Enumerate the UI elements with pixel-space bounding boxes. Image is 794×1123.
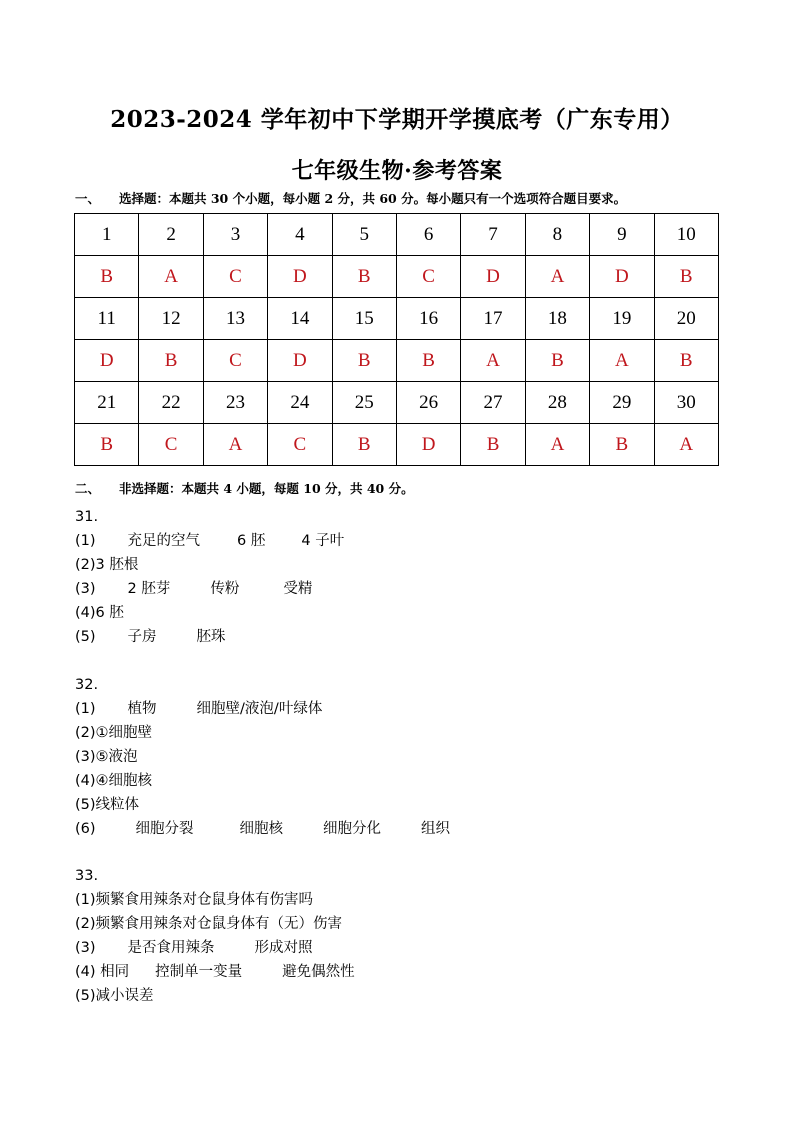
answer-cell: B: [139, 340, 203, 382]
answer-part: 形成对照: [254, 940, 313, 956]
answer-table: [74, 213, 719, 466]
section-2-heading: [75, 479, 414, 497]
answer-cell: B: [525, 340, 589, 382]
question-number-cell: 10: [654, 214, 718, 256]
document-subtitle: 七年级生物·参考答案: [291, 158, 503, 184]
answer-label: (2)①细胞壁: [75, 725, 153, 741]
question-number-cell: 12: [139, 298, 203, 340]
answer-label: (5)线粒体: [75, 797, 140, 813]
answer-cell: A: [590, 340, 654, 382]
answer-cell: A: [203, 424, 267, 466]
question-number-cell: 24: [268, 382, 332, 424]
answer-row: [75, 256, 719, 298]
answer-cell: C: [203, 256, 267, 298]
answer-part: 子房: [127, 629, 157, 645]
question-number-cell: 28: [525, 382, 589, 424]
question-number-cell: 7: [461, 214, 525, 256]
answer-part: 受精: [283, 581, 313, 597]
answer-row: [75, 424, 719, 466]
answer-part: 细胞分裂: [135, 821, 194, 837]
answer-part: 6 胚: [237, 533, 266, 549]
answer-line: [75, 601, 344, 625]
question-number-cell: 14: [268, 298, 332, 340]
answer-label: (3)⑤液泡: [75, 749, 138, 765]
answer-cell: C: [139, 424, 203, 466]
answer-cell: B: [332, 424, 396, 466]
answer-line: [75, 577, 344, 601]
answer-cell: D: [268, 256, 332, 298]
answer-cell: A: [654, 424, 718, 466]
answer-label: (3): [75, 940, 96, 956]
question-number-cell: 3: [203, 214, 267, 256]
answer-cell: A: [139, 256, 203, 298]
question-number-cell: 29: [590, 382, 654, 424]
answer-part: 植物: [127, 701, 157, 717]
answer-line: [75, 769, 450, 793]
answer-label: (1): [75, 533, 96, 549]
question-number-cell: 23: [203, 382, 267, 424]
question-number-cell: 21: [75, 382, 139, 424]
question-number-cell: 8: [525, 214, 589, 256]
answer-cell: B: [332, 256, 396, 298]
question-number-cell: 17: [461, 298, 525, 340]
answer-label: (1): [75, 701, 96, 717]
question-number-cell: 5: [332, 214, 396, 256]
question-number-row: [75, 214, 719, 256]
answer-cell: B: [590, 424, 654, 466]
document-title: 2023-2024 学年初中下学期开学摸底考（广东专用）: [110, 106, 684, 133]
answer-line: [75, 984, 355, 1008]
question-33: [75, 864, 355, 1008]
answer-cell: C: [396, 256, 460, 298]
answer-part: 充足的空气: [127, 533, 201, 549]
answer-cell: A: [461, 340, 525, 382]
answer-line: [75, 960, 355, 984]
answer-line: [75, 888, 355, 912]
answer-line: [75, 817, 450, 841]
question-number-cell: 25: [332, 382, 396, 424]
question-number-cell: 16: [396, 298, 460, 340]
answer-line: [75, 721, 450, 745]
question-number: 31.: [75, 509, 99, 525]
answer-line: [75, 625, 344, 649]
question-number-cell: 1: [75, 214, 139, 256]
question-number-cell: 15: [332, 298, 396, 340]
answer-label: (1)频繁食用辣条对仓鼠身体有伤害吗: [75, 892, 314, 908]
question-number-cell: 26: [396, 382, 460, 424]
answer-cell: D: [461, 256, 525, 298]
answer-cell: C: [268, 424, 332, 466]
answer-line: [75, 553, 344, 577]
question-31: [75, 505, 344, 649]
answer-label: (2)3 胚根: [75, 557, 139, 573]
answer-line: [75, 529, 344, 553]
answer-cell: B: [75, 256, 139, 298]
answer-cell: B: [461, 424, 525, 466]
question-number-cell: 30: [654, 382, 718, 424]
answer-line: [75, 697, 450, 721]
answer-cell: D: [75, 340, 139, 382]
section-1-number: 一、: [75, 191, 101, 206]
question-number-row: [75, 382, 719, 424]
question-number-cell: 13: [203, 298, 267, 340]
question-number-cell: 19: [590, 298, 654, 340]
section-2-number: 二、: [75, 481, 101, 496]
answer-label: (5): [75, 629, 96, 645]
answer-part: 避免偶然性: [282, 964, 355, 980]
question-number-cell: 27: [461, 382, 525, 424]
answer-cell: D: [590, 256, 654, 298]
section-1-text: 选择题：本题共 30 个小题，每小题 2 分，共 60 分。每小题只有一个选项符合题目要求。: [119, 191, 627, 206]
answer-label: (2)频繁食用辣条对仓鼠身体有（无）伤害: [75, 916, 343, 932]
answer-cell: B: [654, 340, 718, 382]
answer-label: (3): [75, 581, 96, 597]
question-number: 32.: [75, 677, 99, 693]
question-number-cell: 2: [139, 214, 203, 256]
answer-label: (6): [75, 821, 96, 837]
answer-part: 细胞核: [239, 821, 284, 837]
answer-cell: B: [332, 340, 396, 382]
answer-cell: B: [396, 340, 460, 382]
answer-cell: C: [203, 340, 267, 382]
answer-part: 细胞分化: [323, 821, 382, 837]
question-number-cell: 20: [654, 298, 718, 340]
answer-part: 传粉: [210, 581, 240, 597]
answer-line: [75, 936, 355, 960]
question-number-cell: 9: [590, 214, 654, 256]
answer-part: 4 子叶: [301, 533, 345, 549]
answer-part: 2 胚芽: [127, 581, 171, 597]
answer-row: [75, 340, 719, 382]
answer-part: 组织: [421, 821, 451, 837]
answer-line: [75, 793, 450, 817]
answer-cell: B: [654, 256, 718, 298]
answer-label: (4) 相同: [75, 964, 130, 980]
question-number-row: [75, 298, 719, 340]
answer-label: (5)减小误差: [75, 988, 154, 1004]
question-number-cell: 22: [139, 382, 203, 424]
answer-cell: A: [525, 424, 589, 466]
answer-part: 是否食用辣条: [127, 940, 215, 956]
answer-cell: D: [268, 340, 332, 382]
answer-part: 细胞壁/液泡/叶绿体: [196, 701, 323, 717]
answer-cell: D: [396, 424, 460, 466]
answer-part: 控制单一变量: [155, 964, 243, 980]
question-number-cell: 11: [75, 298, 139, 340]
question-32: [75, 673, 450, 841]
question-number-cell: 4: [268, 214, 332, 256]
section-2-text: 非选择题：本题共 4 小题，每题 10 分，共 40 分。: [119, 481, 414, 496]
answer-line: [75, 912, 355, 936]
answer-cell: B: [75, 424, 139, 466]
answer-part: 胚珠: [196, 629, 226, 645]
question-number-cell: 6: [396, 214, 460, 256]
question-number-cell: 18: [525, 298, 589, 340]
answer-line: [75, 745, 450, 769]
answer-label: (4)6 胚: [75, 605, 124, 621]
question-number: 33.: [75, 868, 99, 884]
answer-label: (4)④细胞核: [75, 773, 153, 789]
answer-cell: A: [525, 256, 589, 298]
section-1-heading: [75, 189, 626, 207]
